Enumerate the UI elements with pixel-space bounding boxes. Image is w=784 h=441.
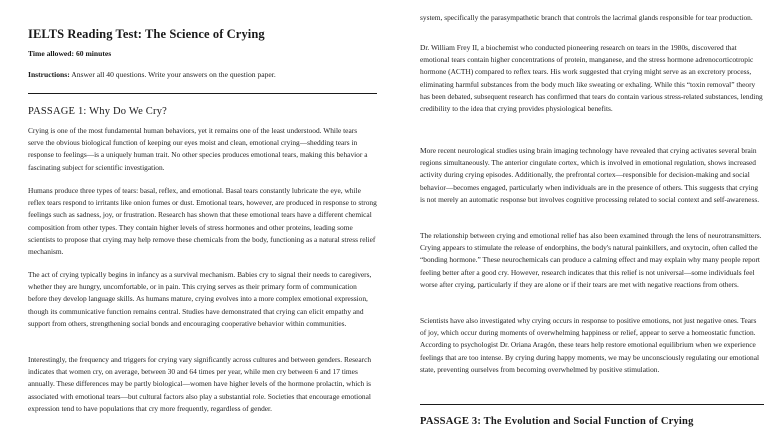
passage2-paragraph-neurotransmitters: The relationship between crying and emotional relief has also been examined through the lens of neurotransmitters. Crying appears to stimulate the release of endorphins, the body's natural painkillers, and oxytocin, often called the “bonding hormone.” These neurochemicals can produce a calming effect and may explain why many people report feeling better after a good cry. However, research indicates that this relief is not universal—some individuals feel worse after crying, particularly if they are alone or if their tears are met with negative reactions from others. [420,231,762,289]
instructions [28,70,276,80]
instructions-label: Instructions: [28,70,70,79]
passage2-paragraph-continued: system, specifically the parasympathetic branch that controls the lacrimal glands responsible for tear production. [420,13,753,22]
passage1-paragraph-2: Humans produce three types of tears: basal, reflex, and emotional. Basal tears constantly lubricate the eye, while reflex tears respond to irritants like onion fumes or dust. Emotional tears, however, are produced in response to strong feelings such as sadness, joy, or frustration. Research has shown that these emotional tears have a different chemical composition from other types. They contain higher levels of stress hormones and other proteins, leading some scientists to propose that crying may help remove these chemicals from the body, functioning as a natural stress relief mechanism. [28,186,377,257]
section-divider [28,93,377,94]
instructions-text: Answer all 40 questions. Write your answers on the question paper. [69,70,276,79]
document-title: IELTS Reading Test: The Science of Crying [28,27,265,41]
passage1-paragraph-3: The act of crying typically begins in infancy as a survival mechanism. Babies cry to signal their needs to caregivers, whether they are hungry, uncomfortable, or in pain. This crying serves as their primary form of communication before they develop language skills. As humans mature, crying evolves into a more complex emotional expression, though its communicative function remains central. Studies have demonstrated that crying can elicit empathy and support from others, strengthening social bonds and encouraging cooperative behavior within communities. [28,270,372,328]
passage2-paragraph-neurological: More recent neurological studies using brain imaging technology have revealed that crying activates several brain regions simultaneously. The anterior cingulate cortex, which is involved in emotional regulation, shows increased activity during crying episodes. Additionally, the prefrontal cortex—responsible for decision-making and social behavior—becomes engaged, particularly when individuals are in the presence of others. This suggests that crying is not merely an automatic response but involves cognitive processing related to social context and self-awareness. [420,146,760,204]
passage1-paragraph-1: Crying is one of the most fundamental human behaviors, yet it remains one of the least understood. While tears serve the obvious biological function of keeping our eyes moist and clean, emotional crying—shedding tears in response to feelings—is a uniquely human trait. No other species produces emotional tears, making this behavior a fascinating subject for scientific investigation. [28,126,368,172]
time-allowed-text: Time allowed: 60 minutes [28,49,112,58]
time-allowed [28,49,111,59]
passage2-paragraph-tears-of-joy: Scientists have also investigated why crying occurs in response to positive emotions, not just negative ones. Tears of joy, which occur during moments of overwhelming happiness or relief, appear to serve a homeostatic function. According to psychologist Dr. Oriana Aragón, these tears help restore emotional equilibrium when we experience feelings that are too intense. By crying during happy moments, we may be unconsciously regulating our emotional state, preventing ourselves from becoming overwhelmed by positive stimulation. [420,316,760,374]
passage1-paragraph-4: Interestingly, the frequency and triggers for crying vary significantly across cultures and between genders. Research indicates that women cry, on average, between 30 and 64 times per year, while men cry between 6 and 17 times annually. These differences may be partly biological—women have higher levels of the hormone prolactin, which is associated with emotional tears—but cultural factors also play a substantial role. Societies that encourage emotional expression tend to have populations that cry more frequently, regardless of gender. [28,355,372,413]
section-divider-2 [420,404,764,405]
passage3-heading: PASSAGE 3: The Evolution and Social Function of Crying [420,416,694,427]
passage1-heading: PASSAGE 1: Why Do We Cry? [28,106,168,117]
passage2-paragraph-frey: Dr. William Frey II, a biochemist who conducted pioneering research on tears in the 1980s, discovered that emotional tears contain higher concentrations of protein, manganese, and the stress hormone adrenocorticotropic hormone (ACTH) compared to reflex tears. His work suggested that crying might serve as an excretory process, eliminating harmful substances from the body much like sweating or exhaling. While this “toxin removal” theory has been debated, subsequent research has confirmed that tears do contain various stress-related substances, lending credibility to the idea that crying provides physiological benefits. [420,43,763,114]
